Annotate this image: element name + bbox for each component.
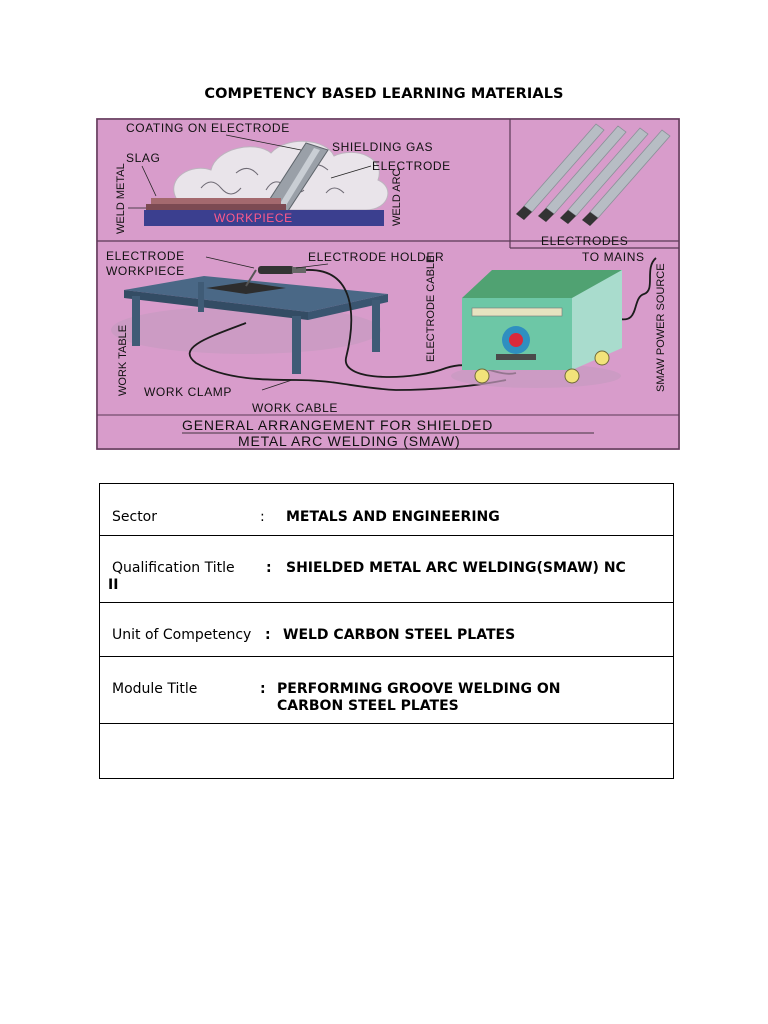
weld-metal-layer <box>146 204 286 210</box>
slag-label: SLAG <box>126 151 161 165</box>
qualification-label: Qualification Title <box>112 560 235 576</box>
electrode-workpiece-label-line1: ELECTRODE <box>106 249 185 263</box>
unit-row <box>100 603 674 657</box>
qualification-value-line1: SHIELDED METAL ARC WELDING(SMAW) NC <box>286 560 626 576</box>
qualification-colon: : <box>266 560 272 576</box>
sector-row <box>100 484 674 536</box>
slag-layer <box>151 198 281 204</box>
shielding-gas-label: SHIELDING GAS <box>332 140 434 154</box>
module-colon: : <box>260 681 266 697</box>
smaw-power-source-label: SMAW POWER SOURCE <box>655 263 667 392</box>
module-label: Module Title <box>112 681 198 697</box>
qualification-row <box>100 536 674 603</box>
electrode-workpiece-label-line2: WORKPIECE <box>106 264 185 278</box>
electrodes-label: ELECTRODES <box>541 234 629 248</box>
qualification-value-line2: II <box>108 577 119 593</box>
info-table <box>99 483 674 779</box>
module-row <box>100 657 674 724</box>
workpiece-label: WORKPIECE <box>214 211 293 225</box>
empty-row <box>100 724 674 779</box>
sector-value: METALS AND ENGINEERING <box>286 509 500 525</box>
work-table-label: WORK TABLE <box>117 324 129 396</box>
figure-caption-line2: METAL ARC WELDING (SMAW) <box>238 433 461 449</box>
sector-colon: : <box>260 509 265 525</box>
module-value-line2: CARBON STEEL PLATES <box>277 698 459 714</box>
work-clamp-label: WORK CLAMP <box>144 385 233 399</box>
weld-arc-label: WELD ARC <box>391 168 403 226</box>
coating-label: COATING ON ELECTRODE <box>126 121 290 135</box>
unit-value: WELD CARBON STEEL PLATES <box>283 627 516 643</box>
electrode-label: ELECTRODE <box>372 159 451 173</box>
weld-metal-label: WELD METAL <box>115 163 127 234</box>
smaw-arrangement-figure <box>96 118 680 450</box>
to-mains-label: TO MAINS <box>582 250 645 264</box>
module-value-line1: PERFORMING GROOVE WELDING ON <box>277 681 561 697</box>
electrode-holder-label: ELECTRODE HOLDER <box>308 250 445 264</box>
unit-colon: : <box>265 627 271 643</box>
work-cable-label: WORK CABLE <box>252 401 339 415</box>
electrode-cable-label: ELECTRODE CABLE <box>425 255 437 362</box>
unit-label: Unit of Competency <box>112 627 252 643</box>
sector-label: Sector <box>112 509 158 525</box>
figure-caption-line1: GENERAL ARRANGEMENT FOR SHIELDED <box>182 417 494 433</box>
document-title: COMPETENCY BASED LEARNING MATERIALS <box>204 86 564 102</box>
